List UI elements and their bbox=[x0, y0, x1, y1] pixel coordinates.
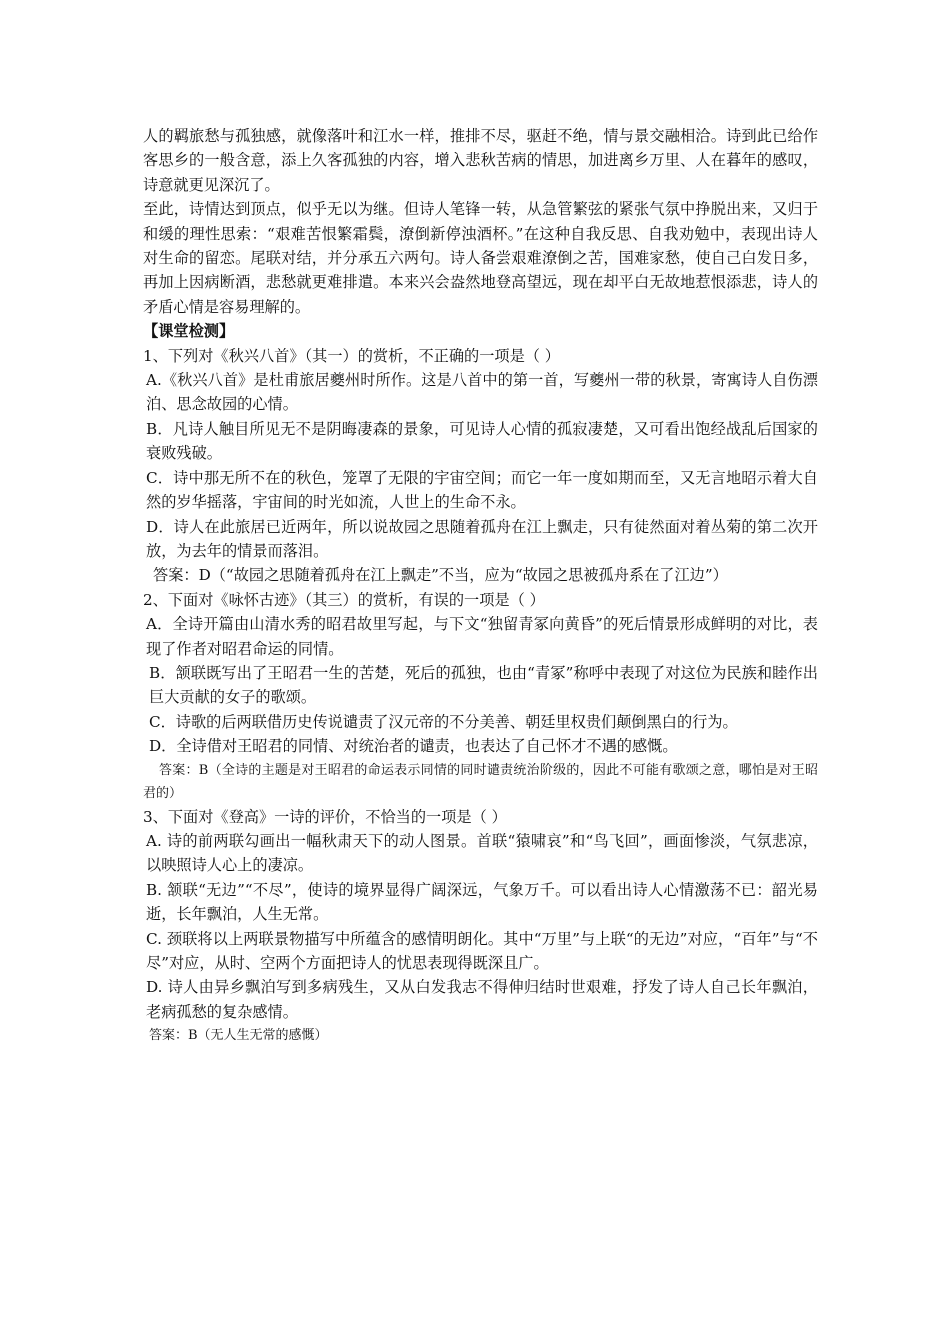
intro-paragraph-2: 至此，诗情达到顶点，似乎无以为继。但诗人笔锋一转，从急管繁弦的紧张气氛中挣脱出来，又归于和缓的理性思索：“艰难苦恨繁霜鬓，潦倒新停浊酒杯。”在这种自我反思、自我劝勉中，表现出诗人对生命的留恋。尾联对结，并分承五六两句。诗人备尝艰难潦倒之苦，国难家愁，使自己白发日多，再加上因病断酒，悲愁就更难排遣。本来兴会盎然地登高望远，现在却平白无故地惹恨添悲，诗人的矛盾心情是容易理解的。 bbox=[143, 200, 818, 316]
question-1-option-c: C．诗中那无所不在的秋色，笼罩了无限的宇宙空间；而它一年一度如期而至，又无言地昭示着大自然的岁华摇落，宇宙间的时光如流，人世上的生命不永。 bbox=[146, 468, 818, 512]
question-2-option-c: C．诗歌的后两联借历史传说谴责了汉元帝的不分美善、朝廷里权贵们颠倒黑白的行为。 bbox=[149, 712, 738, 731]
question-2-answer: 答案：B（全诗的主题是对王昭君的命运表示同情的同时谴责统治阶级的，因此不可能有歌颂之意，哪怕是对王昭君的） bbox=[143, 762, 818, 801]
document-page bbox=[143, 124, 818, 1047]
question-1-answer: 答案：D（“故园之思随着孤舟在江上飘走”不当，应为“故园之思被孤舟系在了江边”） bbox=[153, 566, 728, 585]
question-3-option-b: B. 颔联“无边”“不尽”，使诗的境界显得广阔深远，气象万千。可以看出诗人心情激荡不已：韶光易逝，长年飘泊，人生无常。 bbox=[146, 880, 818, 924]
section-title: 【课堂检测】 bbox=[143, 322, 235, 341]
question-3-option-c: C. 颈联将以上两联景物描写中所蕴含的感情明朗化。其中“万里”与上联“的无边”对应，“百年”与“不尽”对应，从时、空两个方面把诗人的忧思表现得既深且广。 bbox=[146, 929, 818, 972]
question-3-stem: 3、下面对《登高》一诗的评价，不恰当的一项是（ ） bbox=[143, 807, 507, 826]
question-1-option-b: B．凡诗人触目所见无不是阴晦凄森的景象，可见诗人心情的孤寂凄楚，又可看出饱经战乱后国家的衰败残破。 bbox=[146, 419, 818, 463]
intro-paragraph-1: 人的羁旅愁与孤独感，就像落叶和江水一样，推排不尽，驱赶不绝，情与景交融相洽。诗到此已给作客思乡的一般含意，添上久客孤独的内容，增入悲秋苦病的情思，加进离乡万里、人在暮年的感叹，诗意就更见深沉了。 bbox=[143, 127, 818, 194]
question-1-option-a: A.《秋兴八首》是杜甫旅居夔州时所作。这是八首中的第一首，写夔州一带的秋景，寄寓诗人自伤漂泊、思念故园的心情。 bbox=[146, 371, 818, 414]
question-3-option-a: A. 诗的前两联勾画出一幅秋肃天下的动人图景。首联“猿啸哀”和“鸟飞回”，画面惨淡，气氛悲凉，以映照诗人心上的凄凉。 bbox=[146, 831, 818, 875]
question-1-stem: 1、下列对《秋兴八首》（其一）的赏析，不正确的一项是（ ） bbox=[143, 346, 560, 365]
question-1-option-d: D．诗人在此旅居已近两年，所以说故园之思随着孤舟在江上飘走，只有徒然面对着丛菊的第二次开放，为去年的情景而落泪。 bbox=[146, 517, 818, 560]
question-2-option-b: B．颔联既写出了王昭君一生的苦楚，死后的孤独，也由“青冢”称呼中表现了对这位为民族和睦作出巨大贡献的女子的歌颂。 bbox=[149, 663, 818, 707]
question-3-answer: 答案：B（无人生无常的感慨） bbox=[149, 1028, 328, 1044]
question-2-option-d: D．全诗借对王昭君的同情、对统治者的谴责，也表达了自己怀才不遇的感慨。 bbox=[149, 737, 678, 756]
question-2-stem: 2、下面对《咏怀古迹》（其三）的赏析，有误的一项是（ ） bbox=[143, 590, 545, 609]
question-2-option-a: A．全诗开篇由山清水秀的昭君故里写起，与下文“独留青冢向黄昏”的死后情景形成鲜明的对比，表现了作者对昭君命运的同情。 bbox=[146, 615, 818, 658]
question-3-option-d: D. 诗人由异乡飘泊写到多病残生，又从白发我志不得伸归结时世艰难，抒发了诗人自己长年飘泊，老病孤愁的复杂感情。 bbox=[146, 978, 818, 1021]
